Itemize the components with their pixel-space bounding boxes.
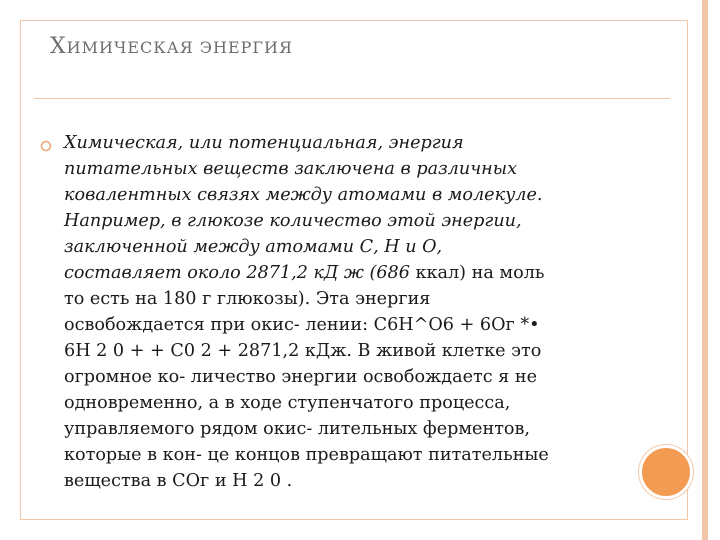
hollow-circle-bullet-icon [40,140,52,152]
title-rest: ИМИЧЕСКАЯ ЭНЕРГИЯ [66,38,293,57]
body-line: питательных веществ заключена в различных [64,159,517,179]
body-line: то есть на 180 г глюкозы). Эта энергия [64,289,431,309]
body-paragraph [64,130,624,494]
body-line-regular-part: ккал) на моль [409,263,545,283]
body-line: Химическая, или потенциальная, энергия [64,133,464,153]
body-line: освобождается при окис- лении: С6Н^О6 + 6Ог *• [64,315,540,335]
body-line: 6Н 2 0 + + С0 2 + 2871,2 кДж. В живой клетке это [64,341,542,361]
title-first-letter: Х [50,34,67,59]
slide-title [50,34,293,59]
body-line: управляемого рядом окис- лительных ферментов, [64,419,531,439]
body-line: огромное ко- личество энергии освобождаетс я не [64,367,537,387]
title-divider [34,98,670,99]
body-line: одновременно, а в ходе ступенчатого процесса, [64,393,511,413]
body-line: ковалентных связях между атомами в молекуле. [64,185,543,205]
body-line: заключенной между атомами С, Н и О, [64,237,443,257]
body-line-mixed [64,260,624,286]
body-line: которые в кон- це концов превращают питательные [64,445,549,465]
decorative-side-bar [702,0,708,540]
body-line: Например, в глюкозе количество этой энергии, [64,211,522,231]
decorative-orange-circle [639,445,693,499]
body-line-italic-part: составляет около 2871,2 кД ж (686 [64,263,410,283]
body-line: вещества в СОг и Н 2 0 . [64,471,293,491]
